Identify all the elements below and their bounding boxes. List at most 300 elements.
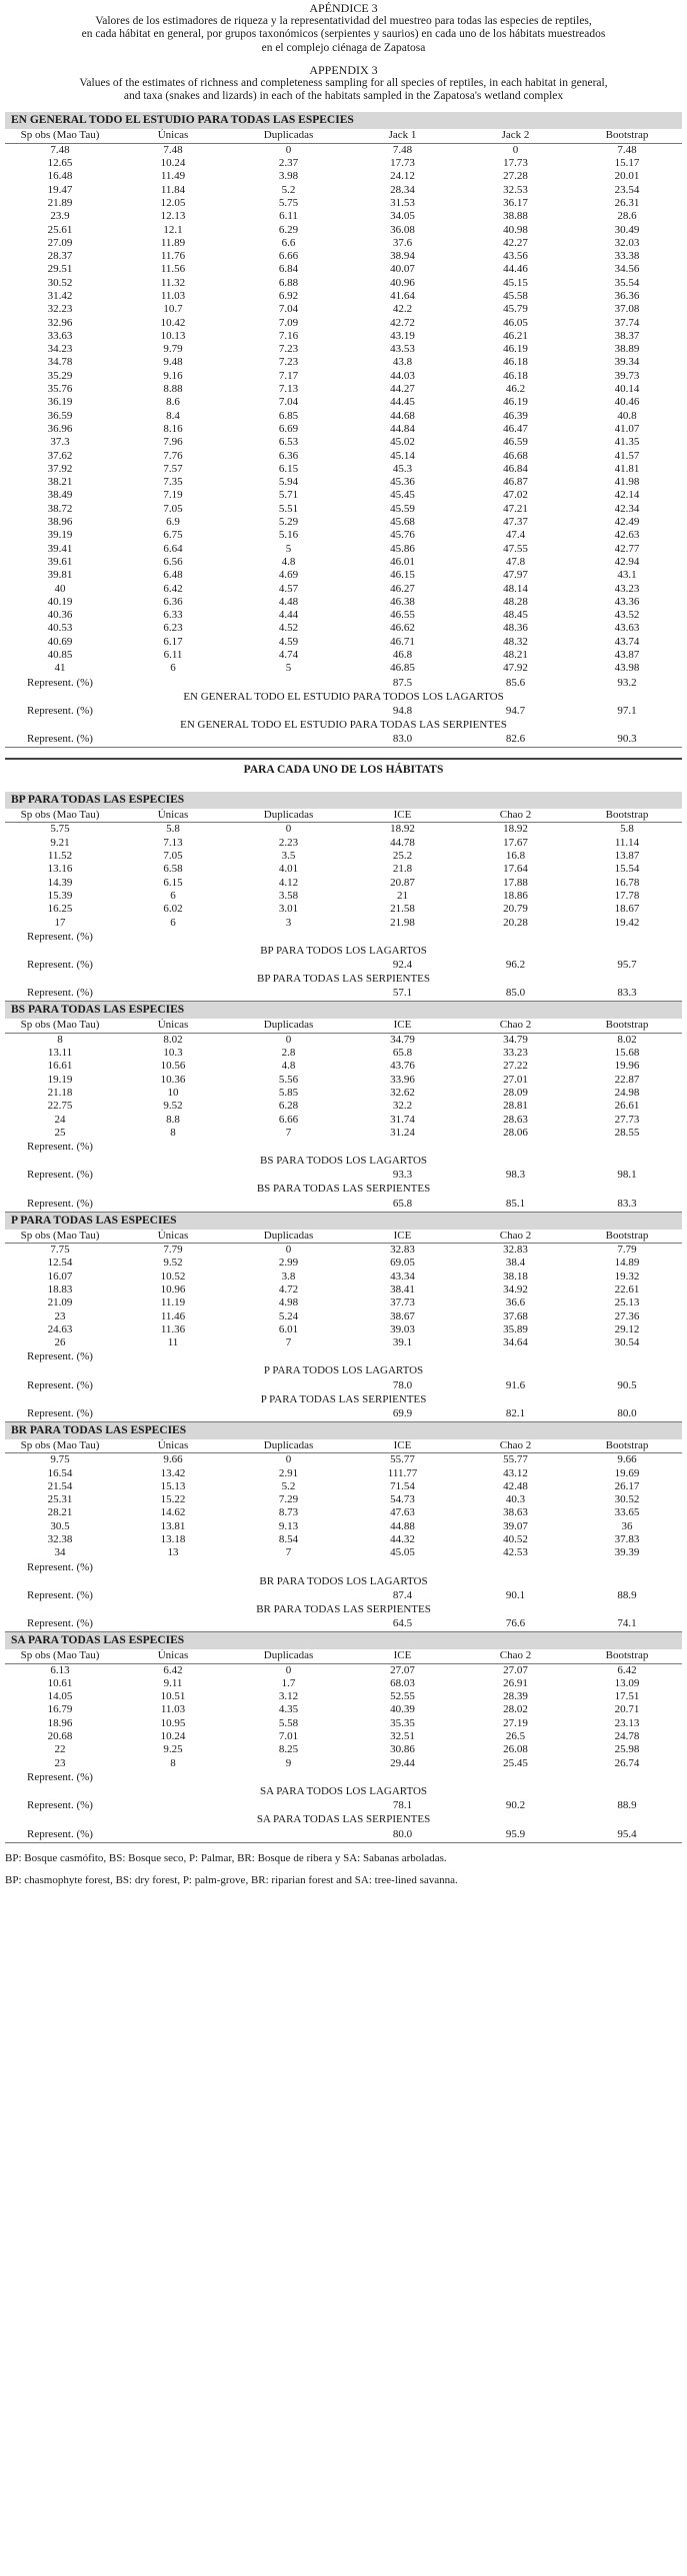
represent-value: 85.1 — [459, 1197, 572, 1213]
table-cell: 25.45 — [503, 1756, 528, 1769]
table-cell: 6.15 — [278, 462, 299, 475]
table-cell: 41.57 — [614, 449, 640, 462]
table-cell: 6.02 — [163, 903, 183, 916]
table-cell: 26.08 — [503, 1743, 528, 1756]
table-cell: 11.84 — [160, 183, 186, 196]
table-cell: 3.98 — [278, 170, 299, 183]
table-cell: 26.91 — [503, 1676, 528, 1689]
table-cell: 12.05 — [160, 196, 186, 209]
table-cell: 4.8 — [281, 1060, 296, 1073]
represent-spacer — [231, 1140, 346, 1155]
table-cell: 6.92 — [278, 289, 299, 302]
table-row — [5, 1087, 682, 1100]
table-cell: 17 — [54, 916, 66, 929]
represent-row — [5, 1406, 682, 1422]
table-cell: 38.94 — [390, 250, 415, 263]
column-header: Únicas — [115, 129, 231, 143]
represent-spacer — [231, 1770, 346, 1785]
table-cell: 6.69 — [278, 422, 299, 435]
table-cell: 4.98 — [278, 1296, 299, 1309]
table-cell: 27.19 — [503, 1716, 528, 1729]
estimator-table — [5, 1422, 682, 1632]
table-cell: 42.53 — [503, 1546, 528, 1559]
table-cell: 43.12 — [503, 1466, 528, 1479]
table-band-title: BR PARA TODAS LAS ESPECIES — [5, 1422, 682, 1439]
table-cell: 21.54 — [47, 1479, 73, 1492]
table-cell: 7.05 — [163, 850, 183, 863]
table-cell: 6.28 — [278, 1100, 299, 1113]
table-cell: 3.12 — [278, 1690, 299, 1703]
table-cell: 5.8 — [620, 823, 634, 836]
table-cell: 45.86 — [390, 542, 415, 555]
table-cell: 5.2 — [281, 1479, 296, 1492]
table-band-title: BP PARA TODAS LAS ESPECIES — [5, 792, 682, 809]
represent-value: 96.2 — [505, 959, 526, 972]
table-row — [5, 1284, 682, 1296]
represent-row — [5, 732, 682, 748]
column-header: Chao 2 — [459, 1439, 572, 1453]
table-row — [5, 1047, 682, 1060]
table-cell: 27.73 — [614, 1113, 640, 1126]
table-cell: 48.32 — [503, 635, 528, 648]
table-band-row — [5, 1632, 682, 1649]
table-cell: 43.87 — [614, 649, 640, 661]
table-cell: 32.2 — [392, 1100, 413, 1113]
table-cell: 6.66 — [278, 250, 299, 263]
table-cell: 13 — [167, 1546, 179, 1559]
table-cell: 20.71 — [614, 1703, 640, 1716]
represent-value: 92.4 — [392, 959, 413, 972]
table-row — [5, 1323, 682, 1336]
table-cell: 45.76 — [390, 529, 415, 542]
subgroup-title: EN GENERAL TODO EL ESTUDIO PARA TODAS LAS SERPIENTES — [180, 718, 507, 731]
represent-value: 88.9 — [617, 1799, 637, 1812]
table-cell: 15.54 — [614, 863, 640, 876]
table-cell: 38.72 — [47, 502, 73, 515]
table-cell: 42.27 — [503, 236, 528, 249]
table-cell: 43.76 — [390, 1060, 415, 1073]
table-cell: 45.36 — [390, 476, 415, 489]
represent-value: 80.0 — [572, 1406, 682, 1422]
table-cell: 71.54 — [390, 1479, 415, 1492]
represent-label: Represent. (%) — [27, 704, 93, 717]
table-cell: 6.53 — [278, 436, 299, 449]
column-header: Bootstrap — [572, 809, 682, 823]
table-cell: 5.2 — [281, 183, 296, 196]
column-header: Únicas — [115, 1019, 231, 1033]
table-cell: 52.55 — [390, 1690, 415, 1703]
table-cell: 17.78 — [614, 889, 640, 902]
table-cell: 42.94 — [614, 555, 640, 568]
column-header: Duplicadas — [231, 1019, 346, 1033]
table-row — [5, 1033, 682, 1047]
table-cell: 43.23 — [614, 582, 640, 595]
table-cell: 17.64 — [503, 863, 528, 876]
table-row — [5, 877, 682, 890]
table-row — [5, 1480, 682, 1493]
represent-value — [459, 1140, 572, 1155]
table-row — [5, 1271, 682, 1284]
table-cell: 3.8 — [281, 1270, 296, 1283]
column-header: Sp obs (Mao Tau) — [5, 129, 115, 143]
table-cell: 6.9 — [166, 516, 180, 529]
table-cell: 39.1 — [392, 1336, 413, 1349]
table-cell: 46.55 — [390, 609, 415, 622]
represent-value: 85.6 — [505, 676, 526, 689]
table-cell: 43.56 — [503, 250, 528, 263]
table-cell: 36.19 — [47, 396, 73, 409]
table-cell: 9.13 — [278, 1519, 299, 1532]
table-cell: 31.24 — [390, 1126, 415, 1139]
table-row — [5, 489, 682, 502]
represent-row — [5, 1349, 682, 1364]
represent-value: 82.1 — [459, 1406, 572, 1422]
table-cell: 40.3 — [505, 1493, 526, 1506]
table-cell: 38.4 — [505, 1257, 526, 1270]
represent-value — [572, 1560, 682, 1575]
table-cell: 47.8 — [505, 555, 526, 568]
represent-value: 83.3 — [572, 986, 682, 1002]
table-cell: 7.48 — [617, 143, 637, 156]
column-header: Únicas — [115, 809, 231, 823]
table-cell: 7.13 — [163, 836, 183, 849]
table-cell: 5.51 — [278, 502, 299, 515]
table-cell: 4.12 — [278, 876, 299, 889]
table-cell: 42.14 — [614, 489, 640, 502]
table-cell: 25.31 — [47, 1493, 73, 1506]
table-cell: 8.6 — [166, 396, 180, 409]
table-cell: 9.79 — [163, 343, 183, 356]
table-cell: 46.85 — [390, 662, 415, 675]
table-cell: 7.76 — [163, 449, 183, 462]
table-cell: 27.07 — [390, 1663, 415, 1676]
table-cell: 44.27 — [390, 383, 415, 396]
represent-row — [5, 676, 682, 691]
represent-value: 80.0 — [346, 1827, 459, 1843]
table-cell: 6.42 — [617, 1663, 637, 1676]
table-cell: 15.39 — [47, 889, 73, 902]
table-cell: 5 — [285, 662, 292, 675]
table-row — [5, 450, 682, 463]
table-cell: 37.73 — [390, 1296, 415, 1309]
table-cell: 11.32 — [160, 276, 186, 289]
table-cell: 9.75 — [50, 1453, 70, 1466]
table-cell: 40.98 — [503, 223, 528, 236]
table-cell: 7.17 — [278, 369, 299, 382]
table-row — [5, 609, 682, 622]
table-cell: 11.76 — [160, 250, 186, 263]
table-cell: 8.02 — [163, 1033, 183, 1046]
table-cell: 43.74 — [614, 635, 640, 648]
represent-spacer — [231, 676, 346, 691]
represent-spacer — [231, 704, 346, 719]
table-cell: 40.53 — [47, 622, 73, 635]
table-cell: 39.41 — [47, 542, 73, 555]
table-header-row — [5, 809, 682, 823]
table-cell: 5.75 — [50, 823, 70, 836]
table-cell: 8.02 — [617, 1033, 637, 1046]
footnote-block — [5, 1851, 687, 1887]
table-cell: 10.13 — [160, 329, 186, 342]
table-cell: 6.29 — [278, 223, 299, 236]
table-header-row — [5, 1019, 682, 1033]
table-cell: 9.66 — [617, 1453, 637, 1466]
table-cell: 17.73 — [503, 157, 528, 170]
table-row — [5, 1114, 682, 1127]
table-row — [5, 317, 682, 330]
column-header: Únicas — [115, 1649, 231, 1663]
table-cell: 13.42 — [160, 1466, 186, 1479]
table-cell: 2.23 — [278, 836, 299, 849]
represent-label: Represent. (%) — [27, 930, 93, 943]
table-cell: 21.98 — [390, 916, 415, 929]
table-cell: 7.04 — [278, 396, 299, 409]
table-cell: 15.22 — [160, 1493, 186, 1506]
table-cell: 45.3 — [392, 462, 413, 475]
table-cell: 27.07 — [503, 1663, 528, 1676]
represent-label: Represent. (%) — [27, 1169, 93, 1182]
represent-spacer — [231, 1349, 346, 1364]
table-cell: 28.55 — [614, 1126, 640, 1139]
table-row — [5, 277, 682, 290]
table-cell: 68.03 — [390, 1676, 415, 1689]
table-cell: 6.42 — [163, 1663, 183, 1676]
subgroup-title: P PARA TODOS LOS LAGARTOS — [263, 1364, 424, 1377]
represent-value: 93.2 — [617, 676, 637, 689]
represent-row — [5, 1560, 682, 1575]
table-row — [5, 476, 682, 489]
table-cell: 15.17 — [614, 157, 640, 170]
table-cell: 43.19 — [390, 329, 415, 342]
table-cell: 36.6 — [505, 1296, 526, 1309]
table-cell: 2.37 — [278, 157, 299, 170]
table-cell: 41.81 — [614, 462, 640, 475]
table-cell: 6.6 — [281, 236, 296, 249]
table-band-title: SA PARA TODAS LAS ESPECIES — [5, 1632, 682, 1649]
table-row — [5, 143, 682, 157]
represent-value — [346, 1349, 459, 1364]
table-row — [5, 210, 682, 223]
table-cell: 46.15 — [390, 569, 415, 582]
column-header: Duplicadas — [231, 129, 346, 143]
table-cell: 36.08 — [390, 223, 415, 236]
table-cell: 17.88 — [503, 876, 528, 889]
table-row — [5, 1717, 682, 1730]
table-cell: 44.03 — [390, 369, 415, 382]
table-cell: 21.8 — [392, 863, 413, 876]
represent-row — [5, 986, 682, 1002]
table-cell: 40.39 — [390, 1703, 415, 1716]
table-cell: 6.11 — [279, 210, 298, 223]
table-cell: 7.09 — [278, 316, 299, 329]
table-row — [5, 837, 682, 850]
table-cell: 19.96 — [614, 1060, 640, 1073]
table-cell: 5.29 — [278, 516, 299, 529]
table-cell: 39.07 — [503, 1519, 528, 1532]
table-cell: 17.67 — [503, 836, 528, 849]
column-header: Duplicadas — [231, 1649, 346, 1663]
table-cell: 48.14 — [503, 582, 528, 595]
table-cell: 41.35 — [614, 436, 640, 449]
table-cell: 46.05 — [503, 316, 528, 329]
table-cell: 40 — [54, 582, 66, 595]
table-cell: 20.79 — [503, 903, 528, 916]
table-row — [5, 436, 682, 449]
table-cell: 4.01 — [278, 863, 299, 876]
table-cell: 17.73 — [390, 157, 415, 170]
represent-row — [5, 1770, 682, 1785]
caption-spanish — [0, 2, 687, 55]
table-cell: 39.34 — [614, 356, 640, 369]
represent-row — [5, 704, 682, 719]
column-header: Chao 2 — [459, 1019, 572, 1033]
table-cell: 6.36 — [278, 449, 299, 462]
represent-row — [5, 1616, 682, 1632]
table-cell: 7.35 — [163, 476, 183, 489]
table-cell: 26 — [54, 1336, 66, 1349]
table-cell: 3 — [285, 916, 292, 929]
represent-spacer — [231, 1168, 346, 1183]
table-cell: 6.88 — [278, 276, 299, 289]
table-row — [5, 303, 682, 316]
table-cell: 46.38 — [390, 595, 415, 608]
table-cell: 7.57 — [163, 462, 183, 475]
table-row — [5, 1506, 682, 1519]
estimator-table — [5, 1213, 682, 1422]
table-row — [5, 863, 682, 876]
table-cell: 25.61 — [47, 223, 73, 236]
represent-row — [5, 1140, 682, 1155]
estimator-table — [5, 112, 682, 748]
table-cell: 42.34 — [614, 502, 640, 515]
table-cell: 23.54 — [614, 183, 640, 196]
table-cell: 45.68 — [390, 516, 415, 529]
table-cell: 36.36 — [614, 289, 640, 302]
table-row — [5, 197, 682, 210]
table-cell: 44.46 — [503, 263, 528, 276]
table-cell: 21.18 — [47, 1086, 73, 1099]
table-cell: 5.16 — [278, 529, 299, 542]
table-cell: 46.01 — [390, 555, 415, 568]
table-cell: 7.96 — [163, 436, 183, 449]
table-cell: 31.42 — [47, 289, 73, 302]
estimator-table — [5, 792, 682, 1002]
table-cell: 28.6 — [617, 210, 637, 223]
table-row — [5, 1127, 682, 1140]
table-cell: 45.59 — [390, 502, 415, 515]
table-cell: 35.76 — [47, 383, 73, 396]
table-row — [5, 184, 682, 197]
represent-row — [5, 1827, 682, 1843]
table-cell: 32.51 — [390, 1730, 415, 1743]
table-cell: 25.98 — [614, 1743, 640, 1756]
table-cell: 27.22 — [503, 1060, 528, 1073]
table-cell: 34.23 — [47, 343, 73, 356]
table-cell: 10.36 — [160, 1073, 186, 1086]
table-cell: 40.8 — [617, 409, 637, 422]
table-cell: 41.07 — [614, 422, 640, 435]
table-cell: 46.2 — [505, 383, 526, 396]
represent-value: 98.1 — [617, 1169, 637, 1182]
represent-row — [5, 930, 682, 945]
column-header: Chao 2 — [459, 809, 572, 823]
caption-english-title: APPENDIX 3 — [309, 62, 378, 77]
table-cell: 43.1 — [617, 569, 637, 582]
represent-value: 78.0 — [392, 1378, 413, 1391]
subgroup-title-row — [5, 1813, 682, 1826]
table-cell: 19.47 — [47, 183, 73, 196]
represent-spacer — [231, 1378, 346, 1393]
table-cell: 30.54 — [614, 1336, 640, 1349]
table-cell: 22.87 — [614, 1073, 640, 1086]
table-cell: 54.73 — [390, 1493, 415, 1506]
column-header: ICE — [346, 1230, 459, 1244]
table-row — [5, 823, 682, 837]
table-cell: 46.84 — [503, 462, 528, 475]
subgroup-title-row — [5, 973, 682, 986]
table-cell: 27.36 — [614, 1309, 640, 1322]
represent-label: Represent. (%) — [27, 1350, 93, 1363]
table-cell: 55.77 — [390, 1453, 415, 1466]
table-cell: 19.42 — [614, 916, 640, 929]
table-cell: 7.75 — [50, 1244, 70, 1257]
table-cell: 43.36 — [614, 595, 640, 608]
table-cell: 18.92 — [390, 823, 415, 836]
table-cell: 26.61 — [614, 1100, 640, 1113]
table-cell: 18.67 — [614, 903, 640, 916]
table-cell: 11.49 — [160, 170, 186, 183]
table-cell: 3.58 — [278, 889, 299, 902]
table-row — [5, 224, 682, 237]
table-cell: 16.07 — [47, 1270, 73, 1283]
table-cell: 23.9 — [50, 210, 70, 223]
represent-value: 90.5 — [617, 1378, 637, 1391]
column-header: Jack 1 — [346, 129, 459, 143]
table-row — [5, 636, 682, 649]
represent-label: Represent. (%) — [27, 676, 93, 689]
table-cell: 46.47 — [503, 422, 528, 435]
table-cell: 18.96 — [47, 1716, 73, 1729]
table-cell: 26.74 — [614, 1756, 640, 1769]
represent-value: 85.0 — [459, 986, 572, 1002]
table-cell: 9.21 — [50, 836, 70, 849]
table-cell: 34.79 — [503, 1033, 528, 1046]
table-cell: 4.48 — [278, 595, 299, 608]
table-cell: 36 — [621, 1519, 633, 1532]
table-cell: 5.71 — [278, 489, 299, 502]
represent-spacer — [231, 986, 346, 1002]
table-cell: 13.81 — [160, 1519, 186, 1532]
represent-value: 94.8 — [392, 704, 413, 717]
habitats-section-title: PARA CADA UNO DE LOS HÁBITATS — [5, 758, 682, 780]
table-row — [5, 583, 682, 596]
table-cell: 46.8 — [392, 649, 413, 661]
table-cell: 30.5 — [50, 1519, 70, 1532]
table-cell: 8 — [170, 1756, 176, 1769]
table-cell: 40.19 — [47, 595, 73, 608]
table-row — [5, 1310, 682, 1323]
table-row — [5, 1493, 682, 1506]
table-cell: 20.87 — [390, 876, 415, 889]
table-cell: 39.03 — [390, 1322, 415, 1335]
table-cell: 7.48 — [50, 143, 70, 156]
table-cell: 29.51 — [47, 263, 73, 276]
represent-value: 78.1 — [392, 1799, 413, 1812]
table-row — [5, 1453, 682, 1467]
table-cell: 4.8 — [281, 555, 296, 568]
represent-spacer — [231, 1406, 346, 1422]
table-cell: 33.38 — [614, 250, 640, 263]
